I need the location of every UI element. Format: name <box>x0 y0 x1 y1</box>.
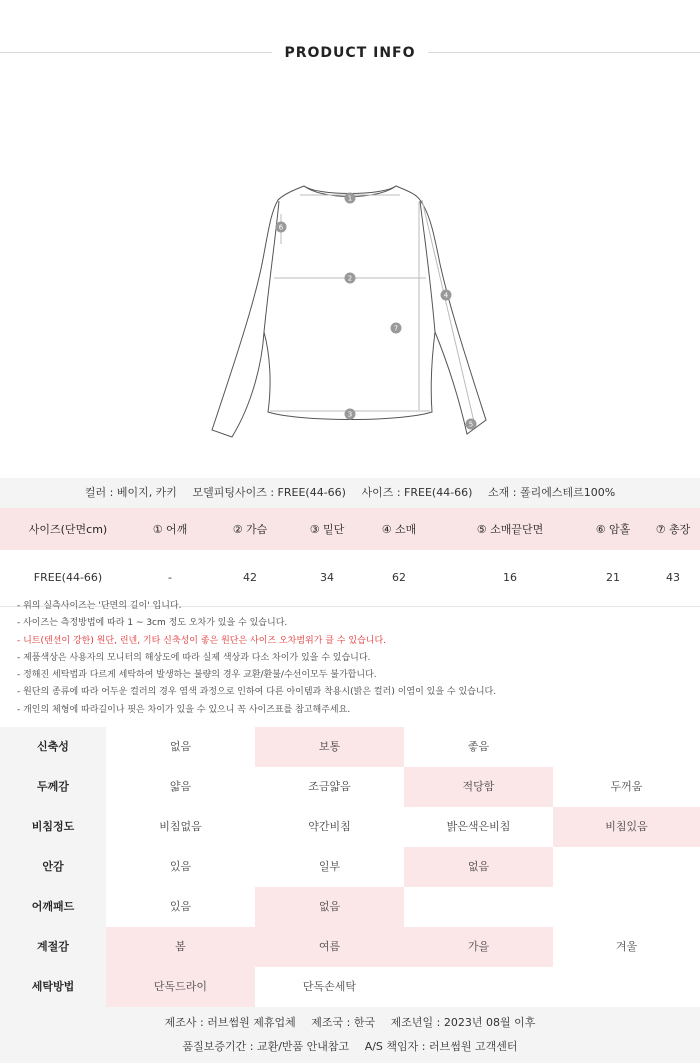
fabric-label: 안감 <box>0 847 106 887</box>
material-value: 폴리에스테르100% <box>519 486 616 499</box>
color-label: 컬러 <box>84 486 107 499</box>
material-label: 소재 <box>487 486 510 499</box>
as-label: A/S 책임자 <box>364 1040 419 1053</box>
fabric-option <box>553 887 700 927</box>
size-cell: 43 <box>646 550 700 606</box>
warranty-label: 품질보증기간 <box>182 1040 247 1053</box>
fabric-row-sheerness <box>0 807 700 847</box>
fabric-row-washing <box>0 967 700 1007</box>
size-cell: 62 <box>358 550 440 606</box>
size-header-cell: 사이즈(단면cm) <box>0 508 136 550</box>
fabric-option <box>404 887 553 927</box>
fabric-option: 겨울 <box>615 940 638 953</box>
fabric-option: 있음 <box>169 860 192 873</box>
product-summary-bar: 컬러 : 베이지, 카키 모델피팅사이즈 : FREE(44-66) 사이즈 : FREE(44-66) 소재 : 폴리에스테르100% <box>0 478 700 508</box>
garment-measurement-diagram <box>0 104 700 478</box>
size-header-cell: ⑥ 암홀 <box>580 508 646 550</box>
marker-3: 3 <box>347 410 353 419</box>
fabric-option: 없음 <box>169 740 192 753</box>
fabric-option: 좋음 <box>467 740 490 753</box>
size-header-cell: ④ 소매 <box>358 508 440 550</box>
fabric-label: 신축성 <box>0 727 106 767</box>
fabric-label: 어깨패드 <box>0 887 106 927</box>
date-label: 제조년일 <box>390 1016 434 1029</box>
marker-4: 4 <box>443 291 449 300</box>
fabric-label: 계절감 <box>0 927 106 967</box>
warranty-value: 교환/반품 안내참고 <box>256 1040 350 1053</box>
fabric-option-selected: 여름 <box>255 927 404 967</box>
fabric-option-selected: 보통 <box>255 727 404 767</box>
note-item-warning: - 니트(텐션이 강한) 원단, 린넨, 기타 신축성이 좋은 원단은 사이즈 오차범위가 클 수 있습니다. <box>17 635 387 646</box>
divider-right <box>428 52 700 53</box>
fabric-option: 조금얇음 <box>308 780 351 793</box>
color-value: 베이지, 카키 <box>116 486 177 499</box>
fabric-row-thickness <box>0 767 700 807</box>
product-info-header <box>0 0 700 104</box>
fabric-option: 단독손세탁 <box>302 980 357 993</box>
fabric-option: 두꺼움 <box>610 780 643 793</box>
fabric-option: 약간비침 <box>308 820 351 833</box>
marker-5: 5 <box>468 420 474 429</box>
model-size-value: FREE(44-66) <box>277 486 346 499</box>
fabric-label: 비침정도 <box>0 807 106 847</box>
country-label: 제조국 <box>311 1016 344 1029</box>
fabric-option-selected: 없음 <box>255 887 404 927</box>
tshirt-outline-icon <box>0 104 700 478</box>
note-item: - 제품색상은 사용자의 모니터의 해상도에 따라 실제 색상과 다소 차이가 있을 수 있습니다. <box>17 652 371 663</box>
size-header-cell: ⑦ 총장 <box>646 508 700 550</box>
fabric-row-shoulder-pad <box>0 887 700 927</box>
size-header-cell: ⑤ 소매끝단면 <box>440 508 580 550</box>
note-item: - 사이즈는 측정방법에 따라 1 ~ 3cm 정도 오차가 있을 수 있습니다. <box>17 618 288 629</box>
fabric-label: 두께감 <box>0 767 106 807</box>
fabric-option-selected: 없음 <box>404 847 553 887</box>
size-cell: 42 <box>204 550 296 606</box>
marker-6: 6 <box>278 223 284 232</box>
maker-label: 제조사 <box>164 1016 197 1029</box>
size-cell: 16 <box>440 550 580 606</box>
fabric-option: 얇음 <box>169 780 192 793</box>
fabric-row-season <box>0 927 700 967</box>
size-header-cell: ③ 밑단 <box>296 508 358 550</box>
fabric-row-stretch <box>0 727 700 767</box>
note-item: - 개인의 체형에 따라길이나 핏은 차이가 있을 수 있으니 꼭 사이즈표를 참고해주세요. <box>17 704 351 715</box>
manufacturer-info <box>0 1007 700 1063</box>
country-value: 한국 <box>353 1016 376 1029</box>
fabric-option-selected: 적당함 <box>404 767 553 807</box>
marker-2: 2 <box>347 274 353 283</box>
size-table <box>0 508 700 607</box>
fabric-option: 일부 <box>318 860 341 873</box>
size-header-cell: ① 어깨 <box>136 508 204 550</box>
fabric-option: 밝은색은비침 <box>446 820 511 833</box>
size-cell: 21 <box>580 550 646 606</box>
size-label: 사이즈 <box>361 486 394 499</box>
size-value: FREE(44-66) <box>404 486 473 499</box>
marker-1: 1 <box>347 194 353 203</box>
maker-value: 러브썸원 제휴업체 <box>207 1016 296 1029</box>
fabric-label: 세탁방법 <box>0 967 106 1007</box>
fabric-option-selected: 봄 <box>106 927 255 967</box>
note-item: - 정해진 세탁법과 다르게 세탁하여 발생하는 불량의 경우 교환/환불/수선이모두 불가합니다. <box>17 670 377 681</box>
footer-line: 제조사 : 러브썸원 제휴업체 제조국 : 한국 제조년일 : 2023년 08월 이후 <box>164 1016 536 1029</box>
fabric-option <box>553 727 700 767</box>
fabric-option: 비침없음 <box>159 820 202 833</box>
size-cell: - <box>136 550 204 606</box>
size-cell: 34 <box>296 550 358 606</box>
model-size-label: 모델피팅사이즈 <box>192 486 267 499</box>
note-item: - 위의 실측사이즈는 '단면의 길이' 입니다. <box>17 601 182 611</box>
fabric-option-selected: 비침있음 <box>553 807 700 847</box>
marker-7: 7 <box>393 324 399 333</box>
size-header-cell: ② 가슴 <box>204 508 296 550</box>
section-title: PRODUCT INFO <box>284 45 416 61</box>
date-value: 2023년 08월 이후 <box>443 1016 536 1029</box>
fabric-option <box>553 967 700 1007</box>
fabric-row-lining <box>0 847 700 887</box>
fabric-option <box>553 847 700 887</box>
fabric-properties-table <box>0 727 700 1007</box>
size-table-header-row <box>0 508 700 550</box>
fabric-option: 있음 <box>169 900 192 913</box>
fabric-option-selected: 가을 <box>404 927 553 967</box>
fabric-option <box>404 967 553 1007</box>
footer-line: 품질보증기간 : 교환/반품 안내참고 A/S 책임자 : 러브썸원 고객센터 <box>182 1040 518 1053</box>
fabric-option-selected: 단독드라이 <box>106 967 255 1007</box>
as-value: 러브썸원 고객센터 <box>428 1040 518 1053</box>
size-notes <box>17 598 687 719</box>
size-cell: FREE(44-66) <box>0 550 136 606</box>
note-item: - 원단의 종류에 따라 어두운 컬러의 경우 염색 과정으로 인하여 다른 아이템과 착용시(밝은 컬러) 이염이 있을 수 있습니다. <box>17 687 497 698</box>
